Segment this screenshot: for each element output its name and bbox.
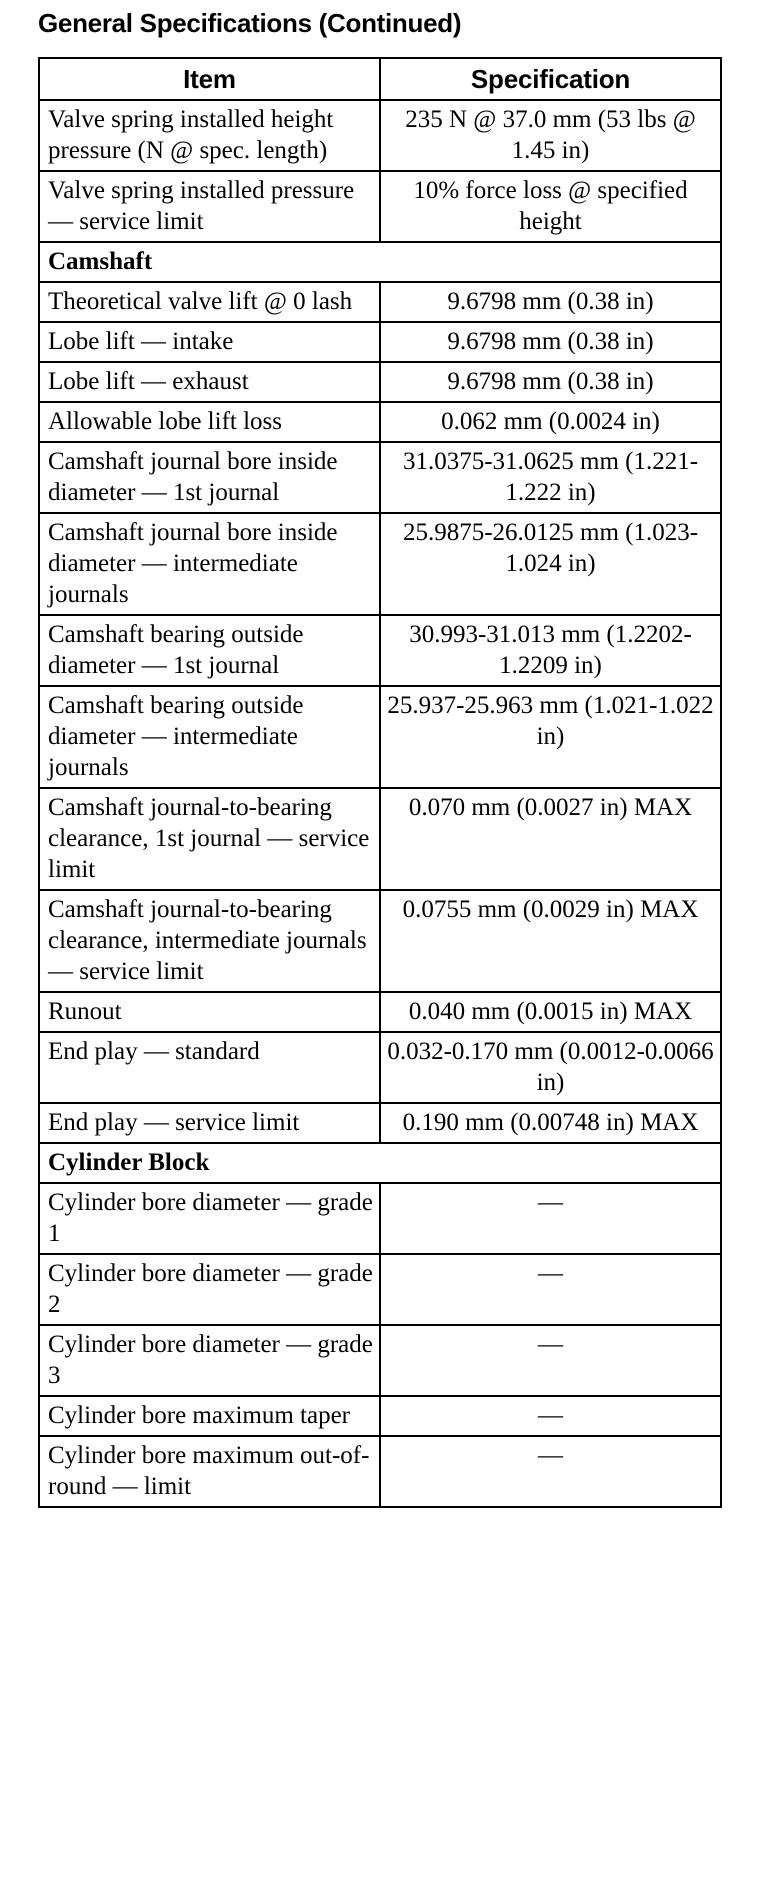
table-row: [39, 686, 721, 788]
specifications-table: [38, 57, 722, 1508]
item-cell: Lobe lift — exhaust: [39, 362, 380, 402]
item-cell: Cylinder bore diameter — grade 2: [39, 1254, 380, 1325]
item-cell: Camshaft journal-to-bearing clearance, intermediate journals — service limit: [39, 890, 380, 992]
table-row: [39, 513, 721, 615]
table-row: [39, 402, 721, 442]
specification-cell: 25.9875-26.0125 mm (1.023-1.024 in): [380, 513, 721, 615]
table-row: [39, 1396, 721, 1436]
section-heading: Camshaft: [39, 242, 721, 282]
specification-cell: —: [380, 1436, 721, 1507]
item-cell: Theoretical valve lift @ 0 lash: [39, 282, 380, 322]
table-row: [39, 171, 721, 242]
table-row: [39, 1032, 721, 1103]
table-row: [39, 100, 721, 171]
item-cell: Runout: [39, 992, 380, 1032]
section-row: [39, 1143, 721, 1183]
item-cell: Camshaft journal bore inside diameter — intermediate journals: [39, 513, 380, 615]
table-row: [39, 890, 721, 992]
table-body: [39, 100, 721, 1507]
item-cell: Camshaft bearing outside diameter — 1st journal: [39, 615, 380, 686]
item-cell: Camshaft bearing outside diameter — intermediate journals: [39, 686, 380, 788]
specification-cell: 0.0755 mm (0.0029 in) MAX: [380, 890, 721, 992]
specification-cell: —: [380, 1396, 721, 1436]
table-row: [39, 442, 721, 513]
column-header-item: Item: [39, 58, 380, 100]
item-cell: Cylinder bore maximum out-of-round — limit: [39, 1436, 380, 1507]
specification-cell: 9.6798 mm (0.38 in): [380, 282, 721, 322]
specification-cell: 30.993-31.013 mm (1.2202-1.2209 in): [380, 615, 721, 686]
specification-cell: —: [380, 1183, 721, 1254]
specification-cell: 31.0375-31.0625 mm (1.221-1.222 in): [380, 442, 721, 513]
table-row: [39, 788, 721, 890]
table-row: [39, 615, 721, 686]
specification-cell: 9.6798 mm (0.38 in): [380, 322, 721, 362]
specification-cell: 25.937-25.963 mm (1.021-1.022 in): [380, 686, 721, 788]
specification-cell: —: [380, 1325, 721, 1396]
item-cell: Valve spring installed height pressure (N @ spec. length): [39, 100, 380, 171]
section-heading: Cylinder Block: [39, 1143, 721, 1183]
item-cell: End play — standard: [39, 1032, 380, 1103]
specification-cell: 0.070 mm (0.0027 in) MAX: [380, 788, 721, 890]
table-row: [39, 1103, 721, 1143]
item-cell: Cylinder bore maximum taper: [39, 1396, 380, 1436]
table-row: [39, 362, 721, 402]
table-row: [39, 992, 721, 1032]
specification-cell: 0.040 mm (0.0015 in) MAX: [380, 992, 721, 1032]
specification-cell: 10% force loss @ specified height: [380, 171, 721, 242]
page-title: General Specifications (Continued): [38, 8, 462, 38]
item-cell: End play — service limit: [39, 1103, 380, 1143]
table-row: [39, 1183, 721, 1254]
table-row: [39, 1325, 721, 1396]
table-header-row: [39, 58, 721, 100]
specification-cell: 9.6798 mm (0.38 in): [380, 362, 721, 402]
specification-cell: 0.062 mm (0.0024 in): [380, 402, 721, 442]
table-row: [39, 322, 721, 362]
specification-cell: 0.032-0.170 mm (0.0012-0.0066 in): [380, 1032, 721, 1103]
item-cell: Cylinder bore diameter — grade 1: [39, 1183, 380, 1254]
item-cell: Cylinder bore diameter — grade 3: [39, 1325, 380, 1396]
section-row: [39, 242, 721, 282]
item-cell: Allowable lobe lift loss: [39, 402, 380, 442]
item-cell: Camshaft journal bore inside diameter — 1st journal: [39, 442, 380, 513]
item-cell: Valve spring installed pressure — service limit: [39, 171, 380, 242]
column-header-specification: Specification: [380, 58, 721, 100]
table-row: [39, 1436, 721, 1507]
specification-cell: —: [380, 1254, 721, 1325]
table-row: [39, 282, 721, 322]
table-row: [39, 1254, 721, 1325]
specification-cell: 0.190 mm (0.00748 in) MAX: [380, 1103, 721, 1143]
specification-cell: 235 N @ 37.0 mm (53 lbs @ 1.45 in): [380, 100, 721, 171]
item-cell: Lobe lift — intake: [39, 322, 380, 362]
item-cell: Camshaft journal-to-bearing clearance, 1st journal — service limit: [39, 788, 380, 890]
